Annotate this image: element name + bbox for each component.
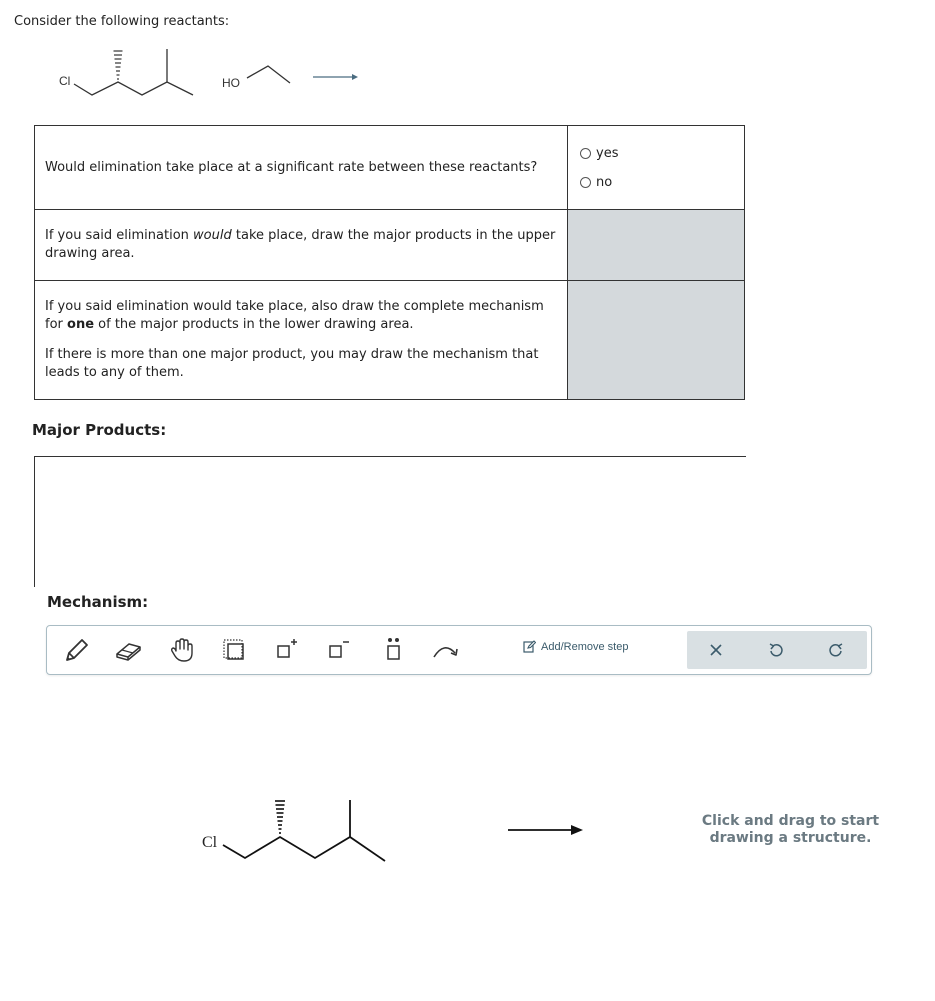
reactant-cl-label: Cl — [59, 74, 71, 88]
negative-charge-icon — [325, 637, 351, 663]
hashed-wedge — [114, 51, 123, 79]
radio-no-circle[interactable] — [580, 177, 591, 188]
question-2-cell — [35, 210, 568, 281]
question-3-pre: If you said elimination would take place, also draw the complete mechanism for — [45, 299, 544, 332]
undo-button[interactable] — [761, 635, 791, 665]
hand-tool[interactable] — [165, 634, 199, 666]
question-2-post: take place, draw the major products in the upper drawing area. — [45, 228, 556, 261]
question-1-cell — [35, 126, 568, 210]
canvas-cl-label: Cl — [202, 834, 218, 851]
positive-charge-icon — [273, 637, 299, 663]
curved-arrow-tool[interactable] — [429, 634, 463, 666]
question-2-em: would — [193, 228, 232, 243]
reactant-ho-label: HO — [222, 76, 240, 90]
pencil-icon — [62, 636, 90, 664]
major-products-drawing-area[interactable] — [34, 456, 746, 587]
select-box-icon — [221, 637, 247, 663]
positive-charge-tool[interactable] — [269, 634, 303, 666]
question-3-bold: one — [67, 317, 95, 332]
select-box-tool[interactable] — [217, 634, 251, 666]
redo-icon — [828, 642, 844, 658]
reactants-diagram — [50, 45, 370, 100]
lone-pair-icon — [381, 636, 407, 664]
question-table — [34, 125, 745, 400]
reaction-arrow-small-head — [352, 74, 358, 80]
edit-icon — [523, 640, 536, 653]
mechanism-label: Mechanism: — [47, 593, 149, 611]
question-3-para-1 — [45, 298, 557, 334]
radio-no-label: no — [596, 174, 613, 190]
radio-yes-circle[interactable] — [580, 148, 591, 159]
add-remove-step-button[interactable] — [523, 640, 628, 653]
eraser-icon — [113, 636, 143, 664]
radio-no[interactable] — [580, 175, 732, 190]
add-remove-step-label: Add/Remove step — [541, 640, 629, 653]
alkyl-chloride-skeleton — [74, 82, 193, 95]
eraser-tool[interactable] — [111, 634, 145, 666]
close-icon — [709, 643, 723, 657]
intro-text: Consider the following reactants: — [14, 14, 230, 29]
radio-yes[interactable] — [580, 146, 732, 161]
right-tool-group — [687, 631, 867, 669]
question-1-text: Would elimination take place at a significant rate between these reactants? — [45, 159, 538, 175]
pencil-tool[interactable] — [59, 634, 93, 666]
major-products-label: Major Products: — [32, 421, 167, 439]
lone-pair-tool[interactable] — [377, 634, 411, 666]
negative-charge-tool[interactable] — [321, 634, 355, 666]
question-3-cell — [35, 281, 568, 400]
question-2-pre: If you said elimination — [45, 228, 194, 243]
ethanol-skeleton — [247, 66, 290, 83]
clear-button[interactable] — [701, 635, 731, 665]
hand-icon — [169, 636, 195, 664]
question-2-answer-cell — [568, 210, 745, 281]
curved-arrow-icon — [431, 637, 461, 663]
radio-yes-label: yes — [596, 145, 619, 161]
redo-button[interactable] — [821, 635, 851, 665]
canvas-hint-text: Click and drag to start drawing a structure. — [701, 813, 880, 846]
question-3-answer-cell — [568, 281, 745, 400]
drawing-toolbar — [46, 625, 872, 675]
question-1-answer-cell — [568, 126, 745, 210]
question-3-post: of the major products in the lower drawing area. — [94, 317, 414, 332]
undo-icon — [768, 642, 784, 658]
question-3-para-2: If there is more than one major product, you may draw the mechanism that leads to any of them. — [45, 347, 539, 380]
